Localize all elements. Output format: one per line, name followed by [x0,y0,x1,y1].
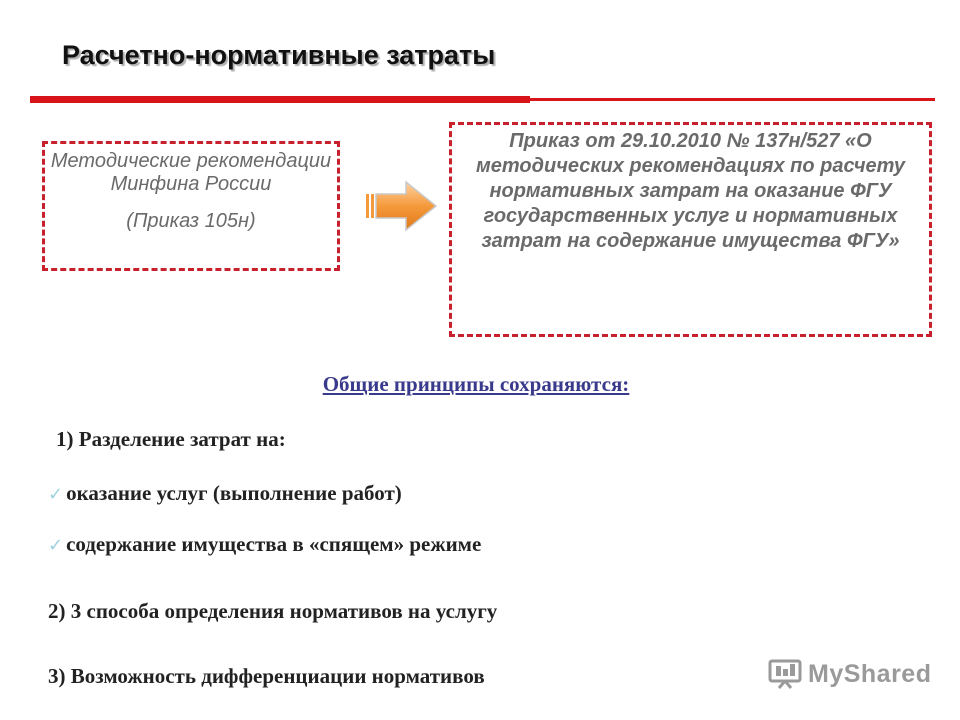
right-arrow-icon [366,180,438,232]
checkmark-icon: ✓ [48,535,64,556]
methodical-recommendations-box [42,141,340,271]
page-title: Расчетно-нормативные затраты [62,40,496,70]
left-box-text: Методические рекомендации Минфина России [50,150,332,195]
check-item-services-label: оказание услуг (выполнение работ) [66,481,402,505]
logo-text: MyShared [808,659,932,688]
check-item-services [48,481,402,506]
list-item-3: 3) Возможность дифференциации нормативов [48,664,485,688]
title-underline-thick [30,96,530,103]
title-underline-thin [530,98,935,101]
check-item-property [48,532,481,557]
list-item-1: 1) Разделение затрат на: [56,427,286,451]
list-item-2: 2) 3 способа определения нормативов на услугу [48,599,498,623]
check-item-property-label: содержание имущества в «спящем» режиме [66,532,482,556]
presentation-board-icon [768,659,802,689]
left-box-order: (Приказ 105н) [126,210,256,232]
checkmark-icon: ✓ [48,484,64,505]
order-137n-box [449,122,932,337]
myshared-logo [768,656,931,692]
principles-heading: Общие принципы сохраняются: [322,372,630,396]
right-box-text: Приказ от 29.10.2010 № 137н/527 «О методических рекомендациях по расчету нормативных затрат на оказание ФГУ государственных услуг и нормативных затрат на содержание имущества ФГУ» [475,130,906,252]
